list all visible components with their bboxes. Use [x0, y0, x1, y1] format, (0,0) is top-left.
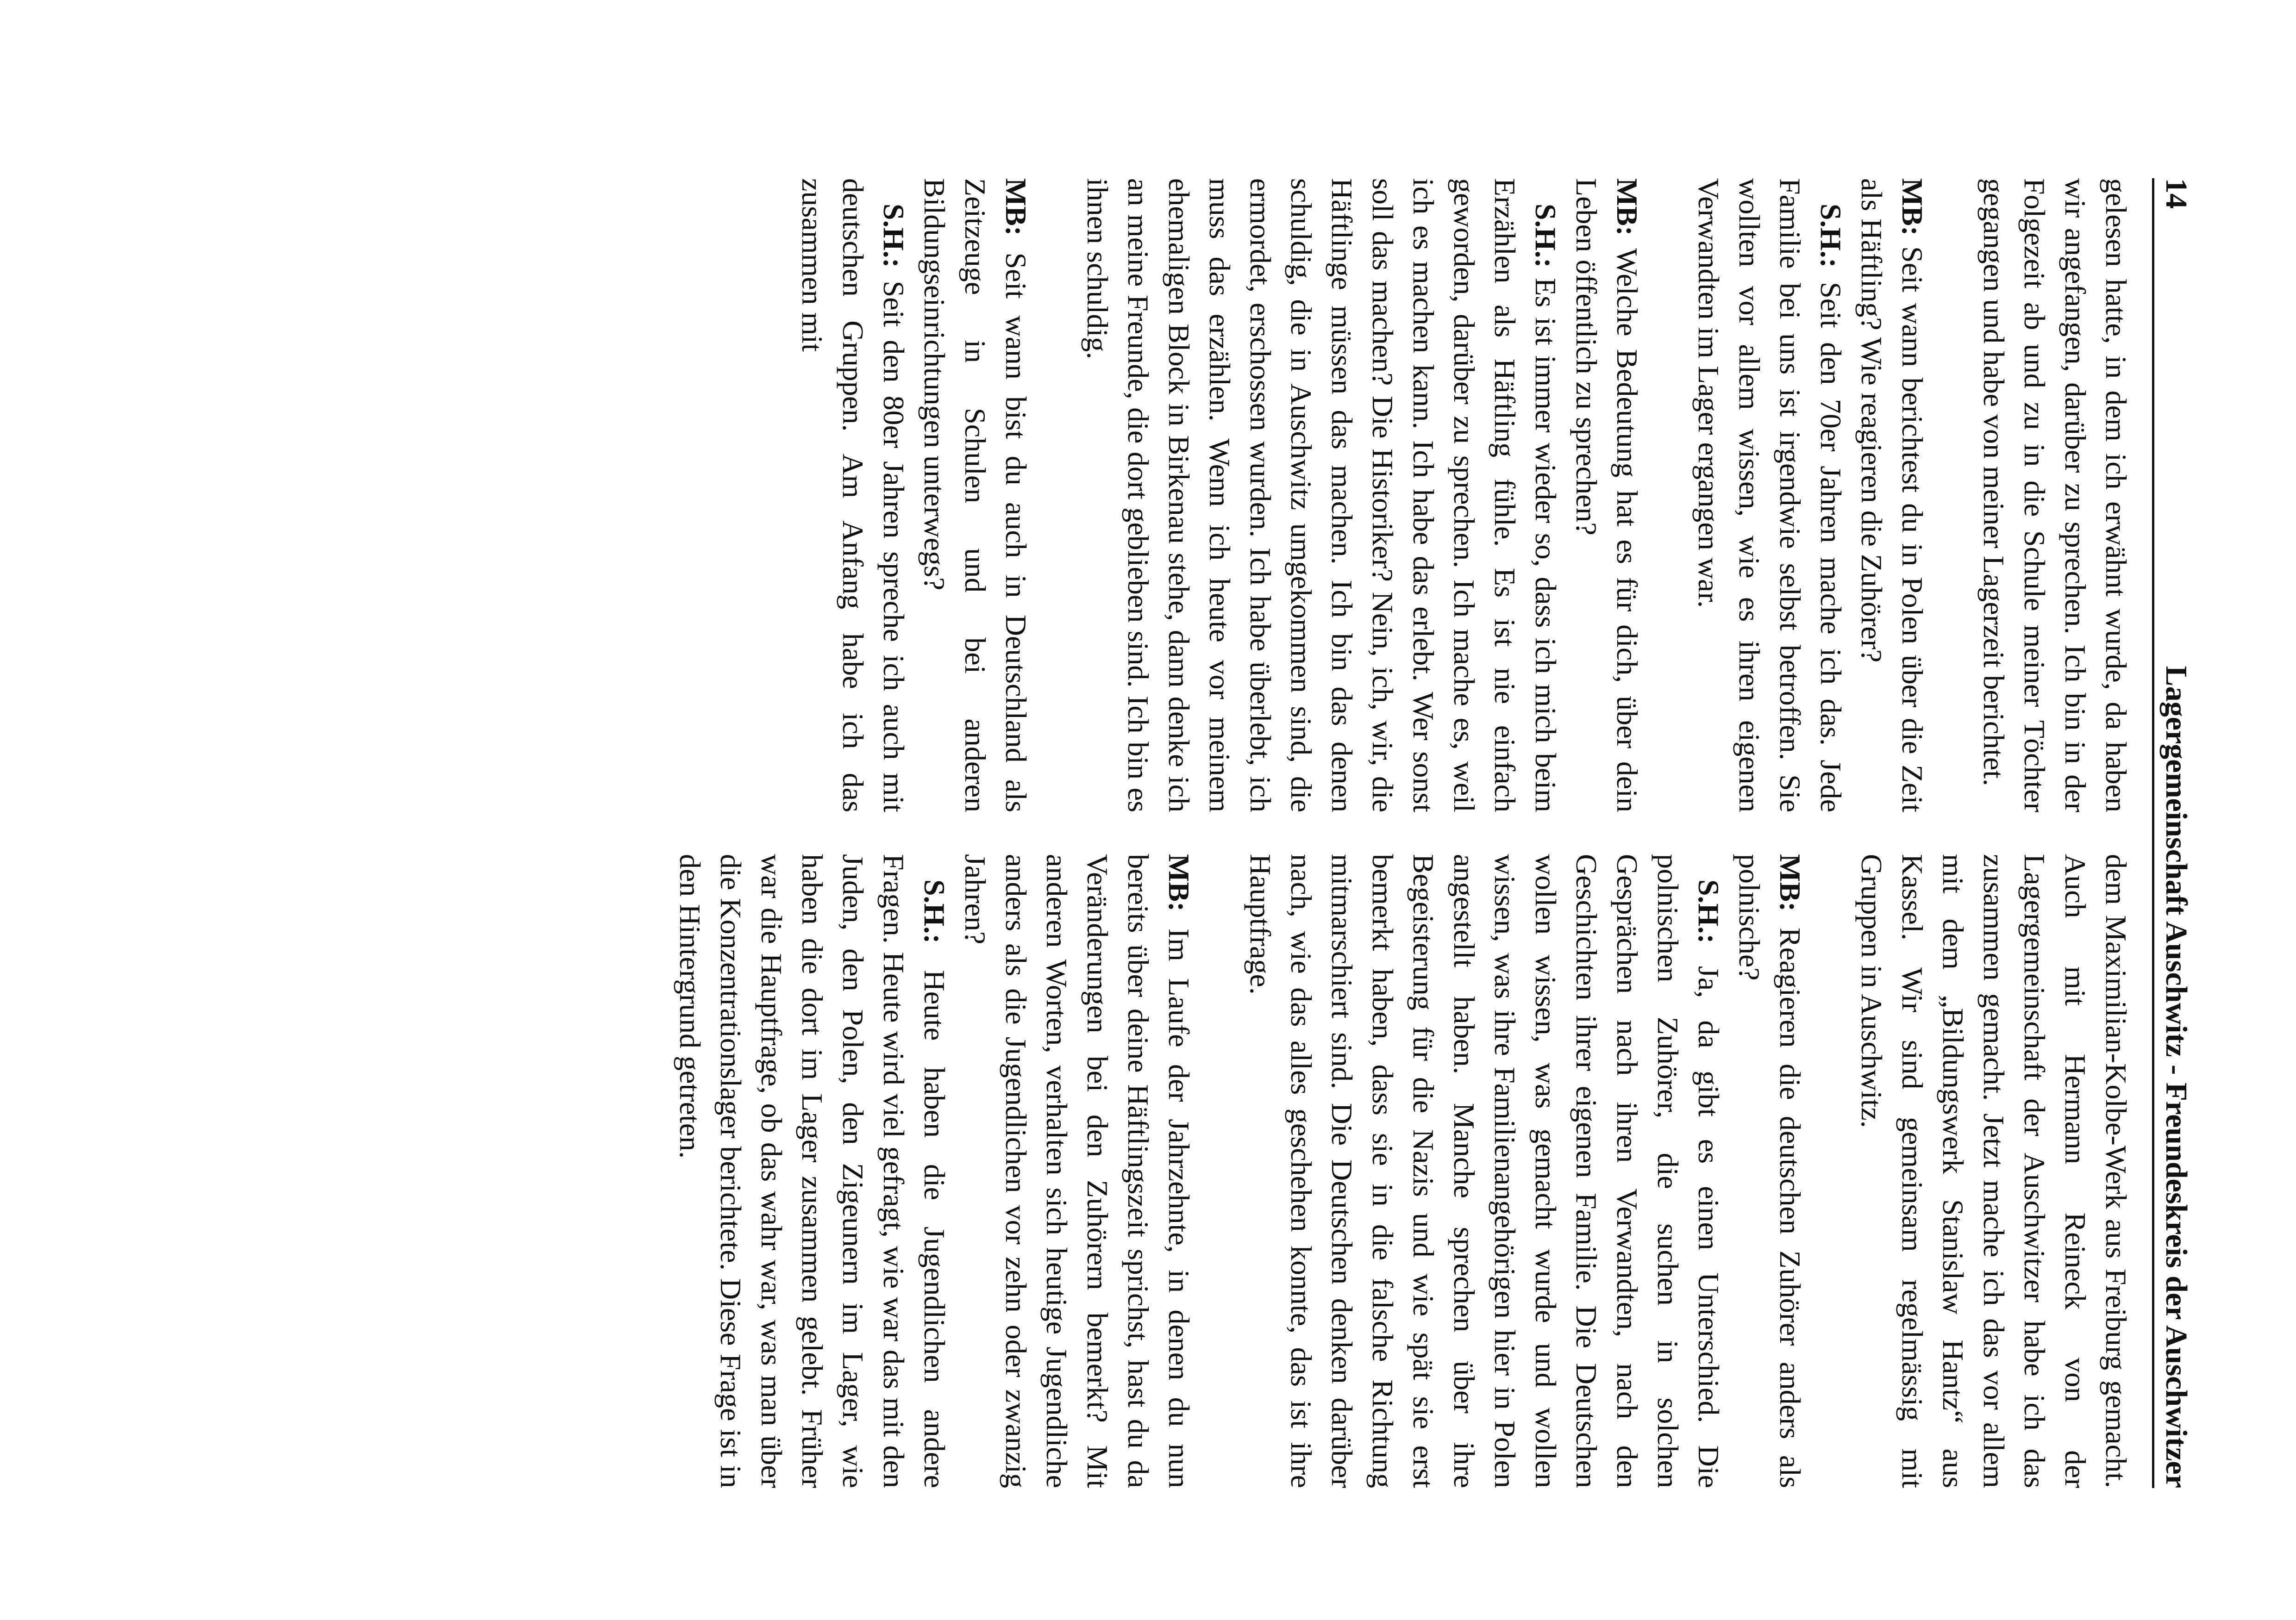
- speaker-label: MB:: [1000, 178, 1032, 236]
- page-header: [2158, 178, 2194, 1488]
- question-paragraph: [1851, 178, 1933, 812]
- running-title: Lagergemeinschaft Auschwitz - Freundeskreis der Auschwitzer: [2159, 666, 2193, 1488]
- answer-paragraph: [669, 854, 955, 1488]
- speaker-label: S.H.:: [1692, 879, 1725, 944]
- paragraph-text: dem Maximilian-Kolbe-Werk aus Freiburg gemacht. Auch mit Hermann Reineck von der Lagergemeinschaft der Auschwitzer habe ich das zusammen gemacht. Jetzt mache ich das vor allem mit dem „Bildungswerk Stanislaw Hantz“ aus Kassel. Wir sind gemeinsam regelmässig mit Gruppen in Auschwitz.: [1855, 854, 2133, 1488]
- paragraph-text: Heute haben die Jugendlichen andere Fragen. Heute wird viel gefragt, wie war das mit den Juden, den Polen, den Zigeunern im Lager, wie haben die dort im Lager zusammen gelebt. Früher war die Hauptfrage, ob das wahr war, was man über die Konzentrationslager berichtete. Diese Frage ist in den Hintergrund getreten.: [674, 854, 951, 1488]
- answer-paragraph: [1077, 178, 1566, 812]
- paragraph-text: Seit den 70er Jahren mache ich das. Jede Familie bei uns ist irgendwie selbst betroffen. Sie wollten vor allem wissen, wie es ihren eigenen Verwandten im Lager ergangen war.: [1692, 178, 1847, 812]
- paragraph-text: Ja, da gibt es einen Unterschied. Die polnischen Zuhörer, die suchen in solchen Gesprächen nach ihren Verwandten, nach den Geschichten ihrer eigenen Familie. Die Deutschen wollen wissen, was gemacht wurde und wollen wissen, was ihre Familienangehörigen hier in Polen angestellt haben. Manche sprechen über ihre Begeisterung für die Nazis und wie spät sie erst bemerkt haben, dass sie in die falsche Richtung mitmarschiert sind. Die Deutschen denken darüber nach, wie das alles geschehen konnte, das ist ihre Hauptfrage.: [1244, 854, 1725, 1488]
- paragraph: [1851, 854, 2136, 1488]
- speaker-label: MB:: [1163, 854, 1195, 912]
- speaker-label: S.H.:: [877, 204, 910, 268]
- paragraph-text: Seit wann berichtest du in Polen über die Zeit als Häftling? Wie reagieren die Zuhörer?: [1855, 178, 1929, 812]
- paragraph-text: Seit den 80er Jahren spreche ich auch mit deutschen Gruppen. Am Anfang habe ich das zusammen mit: [796, 178, 910, 812]
- right-column: [85, 854, 2136, 1488]
- question-paragraph: [1566, 178, 1647, 812]
- question-paragraph: [914, 178, 1036, 812]
- answer-paragraph: [1688, 178, 1851, 812]
- answer-paragraph: [792, 178, 914, 812]
- question-paragraph: [955, 854, 1199, 1488]
- speaker-label: S.H.:: [918, 879, 951, 944]
- answer-paragraph: [1240, 854, 1729, 1488]
- paragraph-text: Im Laufe der Jahrzehnte, in denen du nun bereits über deine Häftlingszeit sprichst, hast du da Veränderungen bei den Zuhörern bemerkt? Mit anderen Worten, verhalten sich heutige Jugendliche anders als die Jugendlichen vor zehn oder zwanzig Jahren?: [959, 854, 1195, 1488]
- speaker-label: S.H.:: [1814, 204, 1847, 268]
- paragraph-text: Welche Bedeutung hat es für dich, über dein Leben öffentlich zu sprechen?: [1570, 178, 1644, 812]
- speaker-label: MB:: [1774, 854, 1807, 912]
- paragraph-text: Reagieren die deutschen Zuhörer anders als polnische?: [1733, 854, 1807, 1488]
- speaker-label: S.H.:: [1529, 204, 1562, 268]
- left-column: [85, 178, 2136, 812]
- paragraph-text: gelesen hatte, in dem ich erwähnt wurde, da haben wir angefangen, darüber zu sprechen. Ich bin in der Folgezeit ab und zu in die Schule meiner Töchter gegangen und habe von meiner Lagerzeit berichtet.: [1977, 178, 2133, 812]
- header-rule: [2152, 178, 2154, 1488]
- paragraph-text: Seit wann bist du auch in Deutschland als Zeitzeuge in Schulen und bei anderen Bildungseinrichtungen unterwegs?: [918, 178, 1032, 812]
- paragraph-text: Es ist immer wieder so, dass ich mich beim Erzählen als Häftling fühle. Es ist nie einfach geworden, darüber zu sprechen. Ich mache es, weil ich es machen kann. Ich habe das erlebt. Wer sonst soll das machen? Die Historiker? Nein, ich, wir, die Häftlinge müssen das machen. Ich bin das denen schuldig, die in Auschwitz umgekommen sind, die ermordet, erschossen wurden. Ich habe überlebt, ich muss das erzählen. Wenn ich heute vor meinem ehemaligen Block in Birkenau stehe, dann denke ich an meine Freunde, die dort geblieben sind. Ich bin es ihnen schuldig.: [1081, 178, 1562, 812]
- question-paragraph: [1729, 854, 1810, 1488]
- paragraph: [1973, 178, 2136, 812]
- text-columns: [85, 178, 2136, 1488]
- speaker-label: MB:: [1896, 178, 1929, 236]
- speaker-label: MB:: [1611, 178, 1644, 236]
- page-number: 14: [2159, 178, 2193, 209]
